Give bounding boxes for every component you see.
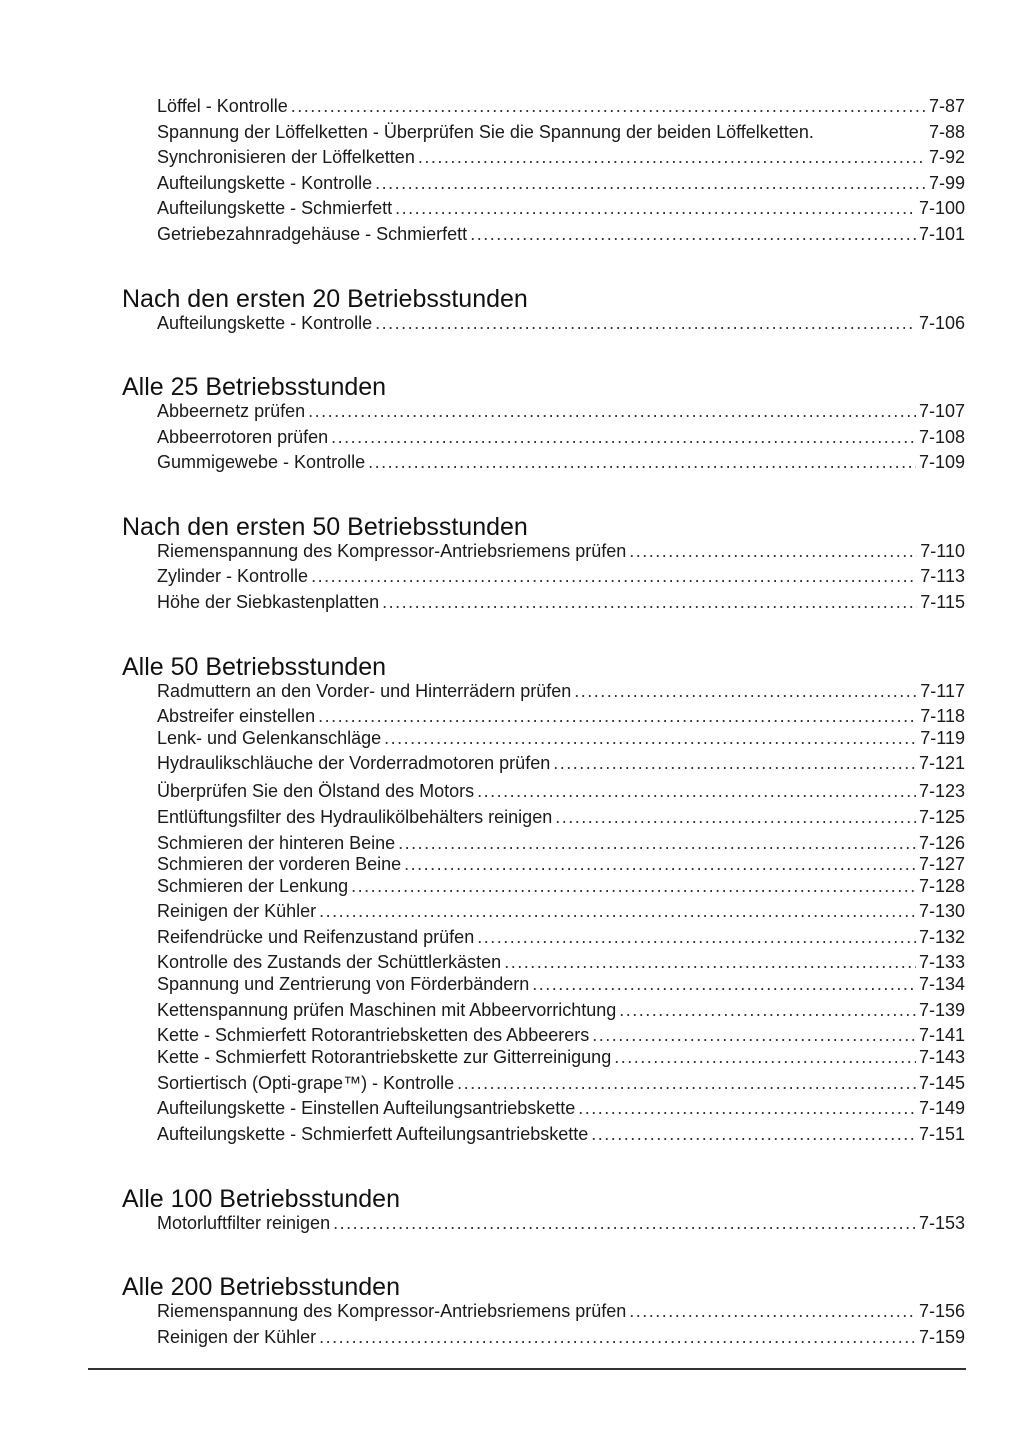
- leader-dots: [319, 1326, 916, 1348]
- section-heading: Nach den ersten 20 Betriebsstunden: [122, 285, 528, 313]
- toc-entry-label: Riemenspannung des Kompressor-Antriebsriemens prüfen: [157, 541, 627, 561]
- toc-entry-label: Abbeernetz prüfen: [157, 401, 306, 421]
- toc-entry-label: Kette - Schmierfett Rotorantriebskette zur Gitterreinigung: [157, 1047, 612, 1067]
- toc-entry-page: 7-134: [918, 974, 965, 994]
- toc-entry-label: Riemenspannung des Kompressor-Antriebsriemens prüfen: [157, 1301, 627, 1321]
- leader-dots: [382, 591, 917, 613]
- toc-entry-label: Entlüftungsfilter des Hydraulikölbehälters reinigen: [157, 807, 553, 827]
- toc-entry[interactable]: [157, 591, 965, 613]
- toc-entry-label: Synchronisieren der Löffelketten: [157, 147, 415, 167]
- toc-entry[interactable]: [157, 565, 965, 587]
- toc-entry[interactable]: [157, 400, 965, 422]
- toc-entry-label: Zylinder - Kontrolle: [157, 566, 309, 586]
- toc-entry[interactable]: [157, 900, 965, 922]
- toc-entry-page: 7-101: [918, 224, 965, 244]
- toc-entry-label: Aufteilungskette - Einstellen Aufteilungsantriebskette: [157, 1098, 576, 1118]
- toc-entry-page: 7-107: [918, 401, 965, 421]
- leader-dots: [384, 727, 917, 749]
- leader-dots: [477, 780, 916, 802]
- toc-entry[interactable]: [157, 705, 965, 727]
- section-heading: Alle 200 Betriebsstunden: [122, 1273, 400, 1301]
- toc-entry[interactable]: [157, 540, 965, 562]
- section-heading: Alle 100 Betriebsstunden: [122, 1185, 400, 1213]
- toc-entry-label: Höhe der Siebkastenplatten: [157, 592, 380, 612]
- toc-entry-page: 7-99: [928, 173, 965, 193]
- leader-dots: [404, 853, 916, 875]
- toc-entry[interactable]: [157, 146, 965, 168]
- toc-entry-page: 7-126: [918, 833, 965, 853]
- toc-entry-page: 7-123: [918, 781, 965, 801]
- leader-dots: [333, 1212, 916, 1234]
- toc-entry[interactable]: [157, 197, 965, 219]
- leader-dots: [470, 223, 916, 245]
- leader-dots: [291, 95, 926, 117]
- toc-entry[interactable]: [157, 1326, 965, 1348]
- leader-dots: [629, 540, 917, 562]
- toc-entry[interactable]: [157, 121, 965, 143]
- toc-entry[interactable]: [157, 680, 965, 702]
- toc-entry-label: Reinigen der Kühler: [157, 1327, 317, 1347]
- toc-entry-page: 7-88: [928, 122, 965, 142]
- toc-entry-label: Schmieren der vorderen Beine: [157, 854, 402, 874]
- toc-entry-label: Spannung und Zentrierung von Förderbändern: [157, 974, 530, 994]
- toc-entry-page: 7-108: [918, 427, 965, 447]
- toc-entry-label: Aufteilungskette - Kontrolle: [157, 313, 373, 333]
- toc-entry-label: Reifendrücke und Reifenzustand prüfen: [157, 927, 475, 947]
- toc-entry[interactable]: [157, 1024, 965, 1046]
- section-heading: Alle 50 Betriebsstunden: [122, 653, 387, 681]
- section-heading: Nach den ersten 50 Betriebsstunden: [122, 513, 528, 541]
- toc-entry-label: Sortiertisch (Opti-grape™) - Kontrolle: [157, 1073, 455, 1093]
- toc-entry-page: 7-151: [918, 1124, 965, 1144]
- toc-entry-page: 7-141: [918, 1025, 965, 1045]
- toc-entry-page: 7-145: [918, 1073, 965, 1093]
- toc-entry[interactable]: [157, 926, 965, 948]
- leader-dots: [331, 426, 916, 448]
- toc-entry[interactable]: [157, 1072, 965, 1094]
- leader-dots: [318, 705, 917, 727]
- toc-entry-label: Gummigewebe - Kontrolle: [157, 452, 366, 472]
- leader-dots: [398, 832, 916, 854]
- toc-entry-page: 7-133: [918, 952, 965, 972]
- leader-dots: [311, 565, 917, 587]
- toc-entry-label: Abbeerrotoren prüfen: [157, 427, 329, 447]
- toc-entry[interactable]: [157, 312, 965, 334]
- toc-entry[interactable]: [157, 1300, 965, 1322]
- leader-dots: [574, 680, 917, 702]
- leader-dots: [319, 900, 916, 922]
- leader-dots: [368, 451, 916, 473]
- toc-entry-label: Motorluftfilter reinigen: [157, 1213, 331, 1233]
- leader-dots: [591, 1123, 916, 1145]
- toc-entry-page: 7-149: [918, 1098, 965, 1118]
- toc-entry-label: Aufteilungskette - Schmierfett Aufteilungsantriebskette: [157, 1124, 589, 1144]
- leader-dots: [629, 1300, 916, 1322]
- toc-entry-page: 7-127: [918, 854, 965, 874]
- toc-entry[interactable]: [157, 1046, 965, 1068]
- leader-dots: [553, 752, 916, 774]
- toc-entry[interactable]: [157, 95, 965, 117]
- leader-dots: [614, 1046, 916, 1068]
- toc-entry-label: Hydraulikschläuche der Vorderradmotoren prüfen: [157, 753, 551, 773]
- toc-entry[interactable]: [157, 1212, 965, 1234]
- toc-entry-label: Löffel - Kontrolle: [157, 96, 288, 116]
- toc-entry-page: 7-125: [918, 807, 965, 827]
- leader-dots: [457, 1072, 916, 1094]
- toc-entry-label: Aufteilungskette - Schmierfett: [157, 198, 393, 218]
- leader-dots: [578, 1097, 916, 1119]
- toc-entry-page: 7-100: [918, 198, 965, 218]
- leader-dots: [418, 146, 926, 168]
- toc-entry-label: Überprüfen Sie den Ölstand des Motors: [157, 781, 475, 801]
- toc-entry-page: 7-130: [918, 901, 965, 921]
- toc-entry[interactable]: [157, 832, 965, 854]
- toc-entry-page: 7-92: [928, 147, 965, 167]
- toc-entry-page: 7-159: [918, 1327, 965, 1347]
- toc-entry-label: Reinigen der Kühler: [157, 901, 317, 921]
- toc-entry-page: 7-153: [918, 1213, 965, 1233]
- toc-entry[interactable]: [157, 752, 965, 774]
- toc-entry-page: 7-106: [918, 313, 965, 333]
- toc-entry-label: Kontrolle des Zustands der Schüttlerkästen: [157, 952, 502, 972]
- toc-entry[interactable]: [157, 951, 965, 973]
- toc-entry-label: Getriebezahnradgehäuse - Schmierfett: [157, 224, 468, 244]
- toc-entry-label: Aufteilungskette - Kontrolle: [157, 173, 373, 193]
- toc-entry[interactable]: [157, 806, 965, 828]
- leader-dots: [592, 1024, 916, 1046]
- toc-entry-page: 7-143: [918, 1047, 965, 1067]
- toc-entry-page: 7-110: [920, 541, 965, 561]
- toc-entry-page: 7-113: [920, 566, 965, 586]
- footer-rule: [88, 1368, 966, 1370]
- leader-dots: [619, 999, 916, 1021]
- leader-dots: [375, 172, 926, 194]
- toc-entry-label: Radmuttern an den Vorder- und Hinterrädern prüfen: [157, 681, 572, 701]
- toc-entry[interactable]: [157, 727, 965, 749]
- toc-entry-page: 7-109: [918, 452, 965, 472]
- leader-dots: [375, 312, 916, 334]
- toc-entry-label: Kette - Schmierfett Rotorantriebsketten des Abbeerers: [157, 1025, 590, 1045]
- leader-dots: [351, 875, 916, 897]
- leader-dots: [395, 197, 916, 219]
- leader-dots: [504, 951, 916, 973]
- toc-entry[interactable]: [157, 875, 965, 897]
- toc-entry-page: 7-139: [918, 1000, 965, 1020]
- toc-entry-label: Lenk- und Gelenkanschläge: [157, 728, 382, 748]
- leader-dots: [477, 926, 916, 948]
- section-heading: Alle 25 Betriebsstunden: [122, 373, 387, 401]
- toc-entry-label: Schmieren der Lenkung: [157, 876, 349, 896]
- toc-entry-page: 7-119: [920, 728, 965, 748]
- toc-entry[interactable]: [157, 1097, 965, 1119]
- leader-dots: [555, 806, 916, 828]
- toc-entry[interactable]: [157, 1123, 965, 1145]
- toc-entry-page: 7-118: [920, 706, 965, 726]
- leader-dots: [532, 973, 916, 995]
- leader-dots: [308, 400, 916, 422]
- toc-entry[interactable]: [157, 172, 965, 194]
- toc-entry-label: Spannung der Löffelketten - Überprüfen Sie die Spannung der beiden Löffelketten.: [157, 122, 814, 142]
- toc-entry-page: 7-87: [928, 96, 965, 116]
- toc-entry-label: Kettenspannung prüfen Maschinen mit Abbeervorrichtung: [157, 1000, 617, 1020]
- toc-entry-label: Schmieren der hinteren Beine: [157, 833, 396, 853]
- toc-entry[interactable]: [157, 973, 965, 995]
- toc-entry[interactable]: [157, 780, 965, 802]
- toc-entry-page: 7-156: [918, 1301, 965, 1321]
- toc-entry[interactable]: [157, 426, 965, 448]
- toc-entry[interactable]: [157, 853, 965, 875]
- toc-entry-page: 7-115: [920, 592, 965, 612]
- toc-entry-page: 7-128: [918, 876, 965, 896]
- toc-entry[interactable]: [157, 451, 965, 473]
- toc-entry-page: 7-121: [918, 753, 965, 773]
- toc-entry[interactable]: [157, 223, 965, 245]
- toc-entry-label: Abstreifer einstellen: [157, 706, 316, 726]
- toc-entry-page: 7-117: [920, 681, 965, 701]
- toc-entry[interactable]: [157, 999, 965, 1021]
- toc-entry-page: 7-132: [918, 927, 965, 947]
